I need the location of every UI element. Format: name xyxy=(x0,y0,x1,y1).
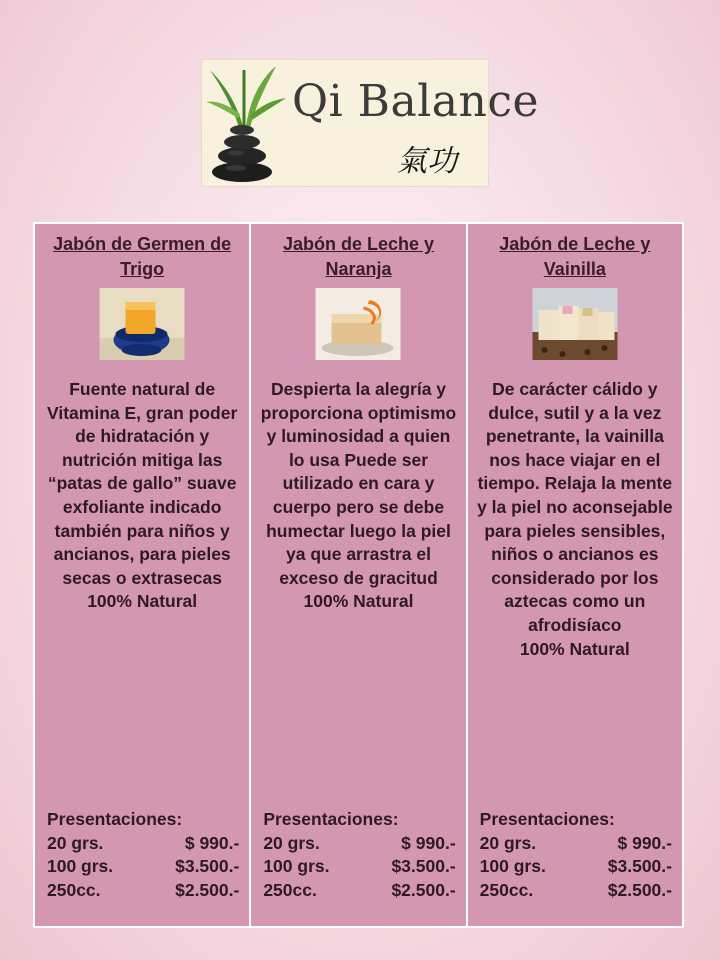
price-row xyxy=(47,879,239,903)
presentations-block xyxy=(47,808,239,902)
price-value: $3.500.- xyxy=(607,856,672,877)
product-column-milk-vanilla xyxy=(468,224,682,926)
presentations-label: Presentaciones: xyxy=(47,809,183,829)
price-value: $ 990.- xyxy=(184,832,240,853)
presentations-block xyxy=(263,808,455,902)
presentations-label: Presentaciones: xyxy=(263,809,399,829)
logo-title: Qi Balance xyxy=(292,76,540,127)
milk-orange-soap-photo-icon xyxy=(316,288,401,360)
size-label: 250cc. xyxy=(47,879,101,900)
qi-balance-logo xyxy=(202,60,540,186)
price-value: $ 990.- xyxy=(617,832,672,853)
logo-chinese-characters: 氣功 xyxy=(397,144,457,179)
product-description: De carácter cálido y dulce, sutil y a la vez penetrante, la vainilla nos hace viajar en el tiempo. Relaja la mente y la piel no aconsejable para pieles sensibles, niños o ancianos es considerado por los aztecas como un afrodisíaco 100% Natural xyxy=(477,379,673,659)
price-row xyxy=(263,832,455,856)
size-label: 250cc. xyxy=(263,879,317,900)
product-description: Fuente natural de Vitamina E, gran poder de hidratación y nutrición mitiga las “patas de gallo” suave exfoliante indicado también para niños y ancianos, para pieles secas o extrasecas 100% Natural xyxy=(47,379,238,612)
size-label: 100 grs. xyxy=(263,856,330,877)
size-label: 100 grs. xyxy=(479,856,546,877)
price-value: $2.500.- xyxy=(175,879,240,900)
price-row xyxy=(47,832,239,856)
price-row xyxy=(47,855,239,879)
presentations-block xyxy=(480,808,672,902)
wheat-germ-soap-photo-icon xyxy=(100,288,185,360)
product-title: Jabón de Germen de Trigo xyxy=(53,234,232,279)
product-title: Jabón de Leche y Vainilla xyxy=(499,234,651,279)
price-value: $2.500.- xyxy=(391,879,456,900)
size-label: 250cc. xyxy=(479,879,534,900)
size-label: 20 grs. xyxy=(47,832,104,853)
milk-vanilla-soap-photo-icon xyxy=(532,288,617,360)
price-value: $3.500.- xyxy=(175,856,240,877)
price-row xyxy=(480,879,672,903)
product-column-milk-orange xyxy=(251,224,467,926)
price-value: $3.500.- xyxy=(391,856,456,877)
size-label: 20 grs. xyxy=(479,832,537,853)
size-label: 20 grs. xyxy=(263,832,320,853)
product-column-wheat-germ xyxy=(35,224,251,926)
product-title: Jabón de Leche y Naranja xyxy=(282,234,435,279)
price-value: $2.500.- xyxy=(607,879,672,900)
product-table xyxy=(33,222,684,928)
price-row xyxy=(480,855,672,879)
size-label: 100 grs. xyxy=(47,856,114,877)
zen-stones-bamboo-icon xyxy=(202,60,292,186)
presentations-label: Presentaciones: xyxy=(479,809,615,829)
price-row xyxy=(263,879,455,903)
price-row xyxy=(480,832,672,856)
price-row xyxy=(263,855,455,879)
price-value: $ 990.- xyxy=(401,832,456,853)
product-description: Despierta la alegría y proporciona optimismo y luminosidad a quien lo usa Puede ser utilizado en cara y cuerpo pero se debe humectar luego la piel ya que arrastra el exceso de gracitud 100% Natural xyxy=(260,379,457,612)
